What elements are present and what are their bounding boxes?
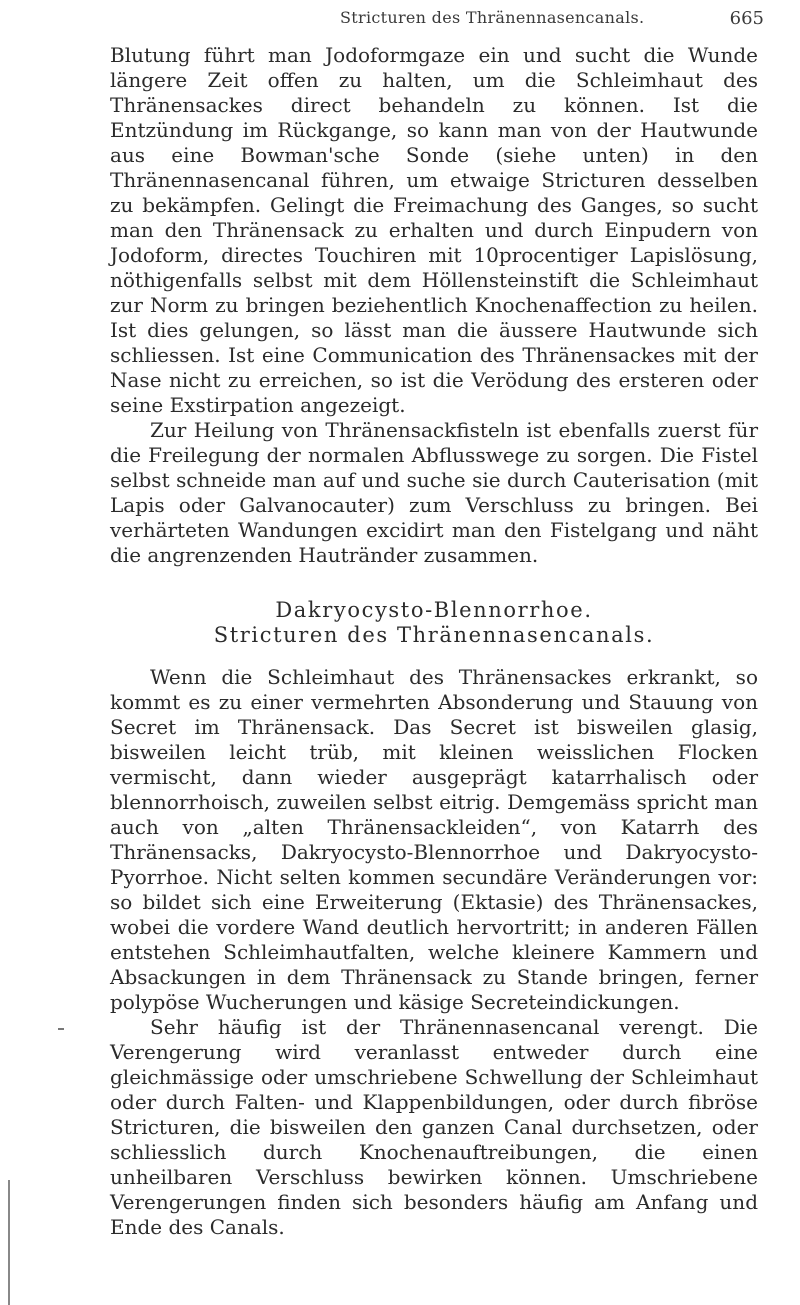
page-edge-line [8, 1180, 10, 1305]
paragraph-continued: Blutung führt man Jodoformgaze ein und sucht die Wunde längere Zeit offen zu halten, um die Schleimhaut des Thränensackes direct behandeln zu können. Ist die Entzündung im Rückgange, so kann man von der Hautwunde aus eine Bowman'sche Sonde (siehe unten) in den Thränennasencanal führen, um etwaige Stricturen desselben zu bekämpfen. Gelingt die Freimachung des Ganges, so sucht man den Thränensack zu erhalten und durch Einpudern von Jodoform, directes Touchiren mit 10procentiger Lapislösung, nöthigenfalls selbst mit dem Höllensteinstift die Schleimhaut zur Norm zu bringen beziehentlich Knochenaffection zu heilen. Ist dies gelungen, so lässt man die äussere Hautwunde sich schliessen. Ist eine Communication des Thränensackes mit der Nase nicht zu erreichen, so ist die Verödung des ersteren oder seine Exstirpation angezeigt. [110, 43, 758, 417]
running-title: Stricturen des Thränennasencanals. [340, 8, 645, 27]
section-subheading: Stricturen des Thränennasencanals. [213, 623, 655, 647]
paragraph-schleimhaut: Wenn die Schleimhaut des Thränensackes erkrankt, so kommt es zu einer vermehrten Absonderung und Stauung von Secret im Thränensack. Das Secret ist bisweilen glasig, bisweilen leicht trüb, mit kleinen weisslichen Flocken vermischt, dann wieder ausgeprägt katarrhalisch oder blennorrhoisch, zuweilen selbst eitrig. Demgemäss spricht man auch von „alten Thränensackleiden“, von Katarrh des Thränensacks, Dakryocysto-Blennorrhoe und Dakryocysto-Pyorrhoe. Nicht selten kommen secundäre Veränderungen vor: so bildet sich eine Erweiterung (Ektasie) des Thränensackes, wobei die vordere Wand deutlich hervortritt; in anderen Fällen entstehen Schleimhautfalten, welche kleinere Kammern und Absackungen in dem Thränensack zu Stande bringen, ferner polypöse Wucherungen und käsige Secreteindickungen. [110, 665, 758, 1014]
paragraph-verengerung: Sehr häufig ist der Thränennasencanal verengt. Die Verengerung wird veranlasst entweder durch eine gleichmässige oder umschriebene Schwellung der Schleimhaut oder durch Falten- und Klappenbildungen, oder durch fibröse Stricturen, die bisweilen den ganzen Canal durchsetzen, oder schliesslich durch Knochenauftreibungen, die einen unheilbaren Verschluss bewirken können. Umschriebene Verengerungen finden sich besonders häufig am Anfang und Ende des Canals. [110, 1015, 758, 1239]
section-heading: Dakryocysto-Blennorrhoe. [275, 598, 593, 622]
margin-mark [58, 1028, 64, 1030]
body-text [110, 43, 758, 1240]
paragraph-fisteln: Zur Heilung von Thränensackfisteln ist ebenfalls zuerst für die Freilegung der normalen Abflusswege zu sorgen. Die Fistel selbst schneide man auf und suche sie durch Cauterisation (mit Lapis oder Galvanocauter) zum Verschluss zu bringen. Bei verhärteten Wandungen excidirt man den Fistelgang und näht die angrenzenden Hautränder zusammen. [110, 418, 758, 567]
page-number: 665 [729, 8, 764, 29]
